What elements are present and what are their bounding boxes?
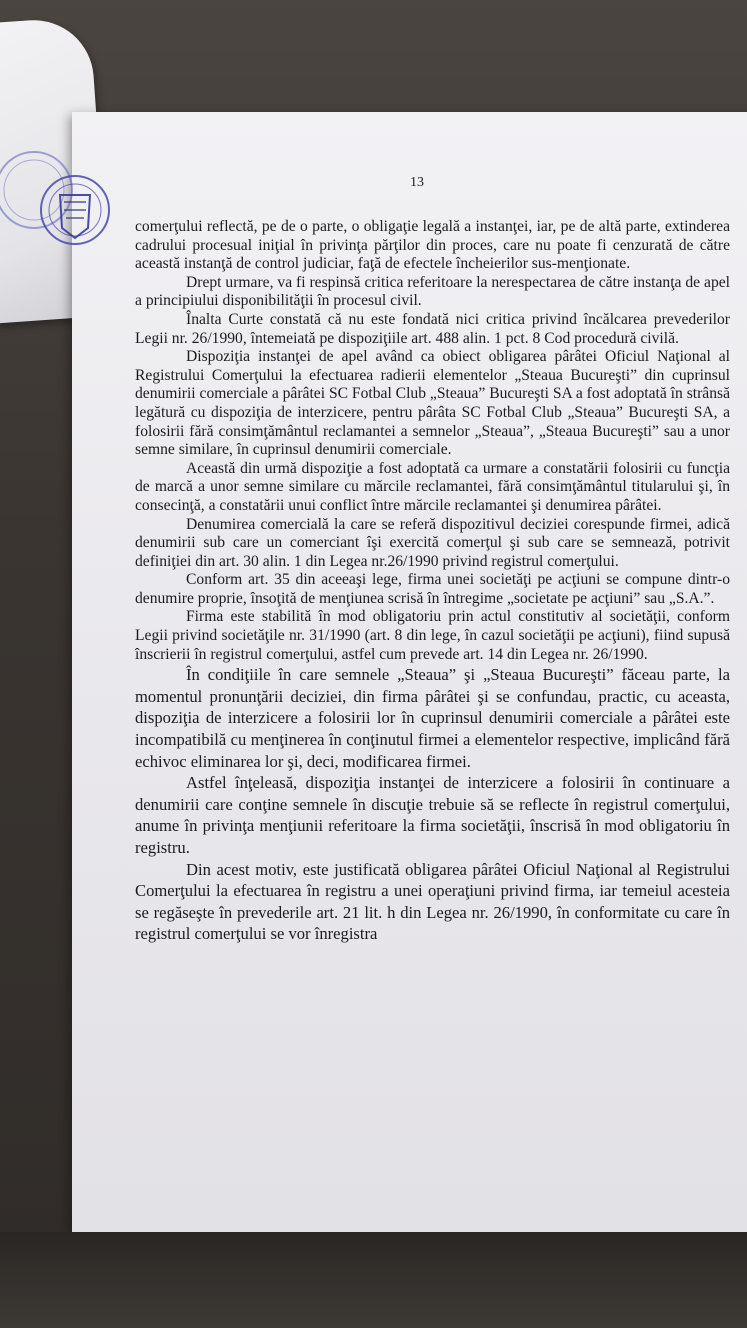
- paragraph: Înalta Curte constată că nu este fondată nici critica privind încălcarea prevederilor Legii nr. 26/1990, întemeiată pe dispoziţiile art. 488 alin. 1 pct. 8 Cod procedură civilă.: [135, 310, 730, 347]
- lower-section: [135, 664, 730, 945]
- paragraph: În condiţiile în care semnele „Steaua” şi „Steaua Bucureşti” făceau parte, la momentul pronunţării deciziei, din firma pârâtei şi se confundau, practic, cu aceasta, dispoziţia de interzicere a folosirii lor în cuprinsul denumirii comerciale a pârâtei este incompatibilă cu menţinerea în conţinutul firmei a elementelor respective, implicând fără echivoc eliminarea lor şi, deci, modificarea firmei.: [135, 665, 730, 771]
- paragraph: Denumirea comercială la care se referă dispozitivul deciziei corespunde firmei, adică denumirii sub care un comerciant îşi exercită comerţul şi sub care se semnează, potrivit definiţiei din art. 30 alin. 1 din Legea nr.26/1990 privind registrul comerţului.: [135, 515, 730, 570]
- desk-edge: [0, 1232, 747, 1328]
- court-stamp-icon: [0, 150, 120, 260]
- document-body: [135, 218, 730, 945]
- paragraph: Firma este stabilită în mod obligatoriu prin actul constitutiv al societăţii, conform Legii privind societăţile nr. 31/1990 (art. 8 din lege, în cazul societăţii pe acţiuni), fiind supusă înscrierii în registrul comerţului, astfel cum prevede art. 14 din Legea nr. 26/1990.: [135, 608, 730, 663]
- page-number: 13: [410, 175, 424, 190]
- paragraph: comerţului reflectă, pe de o parte, o obligaţie legală a instanţei, iar, pe de altă parte, extinderea cadrului procesual iniţial în privinţa părţilor din proces, care nu poate fi cenzurată de către această instanţă de control judiciar, faţă de efectele încheierilor sus-menţionate.: [135, 218, 730, 273]
- paragraph: Din acest motiv, este justificată obligarea pârâtei Oficiul Naţional al Registrului Comerţului la efectuarea în registru a unei operaţiuni privind firma, iar temeiul acesteia se regăseşte în prevederile art. 21 lit. h din Legea nr. 26/1990, în conformitate cu care în registrul comerţului se vor înregistra: [135, 859, 730, 944]
- paragraph: Drept urmare, va fi respinsă critica referitoare la nerespectarea de către instanţa de apel a principiului disponibilităţii în procesul civil.: [135, 273, 730, 310]
- paragraph: Astfel înţeleasă, dispoziţia instanţei de interzicere a folosirii în continuare a denumirii care conţine semnele în discuţie trebuie să se reflecte în registrul comerţului, anume în privinţa menţiunii referitoare la firma societăţii, înscrisă în mod obligatoriu în registru.: [135, 773, 730, 857]
- paragraph: Conform art. 35 din aceeaşi lege, firma unei societăţi pe acţiuni se compune dintr-o denumire proprie, însoţită de menţiunea scrisă în întregime „societate pe acţiuni” sau „S.A.”.: [135, 571, 730, 607]
- paragraph: Dispoziţia instanţei de apel având ca obiect obligarea pârâtei Oficiul Naţional al Registrului Comerţului la efectuarea radierii elementelor „Steaua Bucureşti” din cuprinsul denumirii comerciale a pârâtei SC Fotbal Club „Steaua” Bucureşti SA a fost adoptată în strânsă legătură cu dispoziţia de interzicere, pentru pârâta SC Fotbal Club „Steaua” Bucureşti SA, a folosirii fără consimţământul reclamantei a semnelor „Steaua”, „Steaua Bucureşti” sau a unor semne similare, în cuprinsul denumirii comerciale.: [135, 348, 730, 459]
- paragraph: Această din urmă dispoziţie a fost adoptată ca urmare a constatării folosirii cu funcţia de marcă a unor semne similare cu mărcile reclamantei, fără consimţământul titularului şi, în consecinţă, a constatării unui conflict între mărcile reclamantei şi denumirea pârâtei.: [135, 459, 730, 514]
